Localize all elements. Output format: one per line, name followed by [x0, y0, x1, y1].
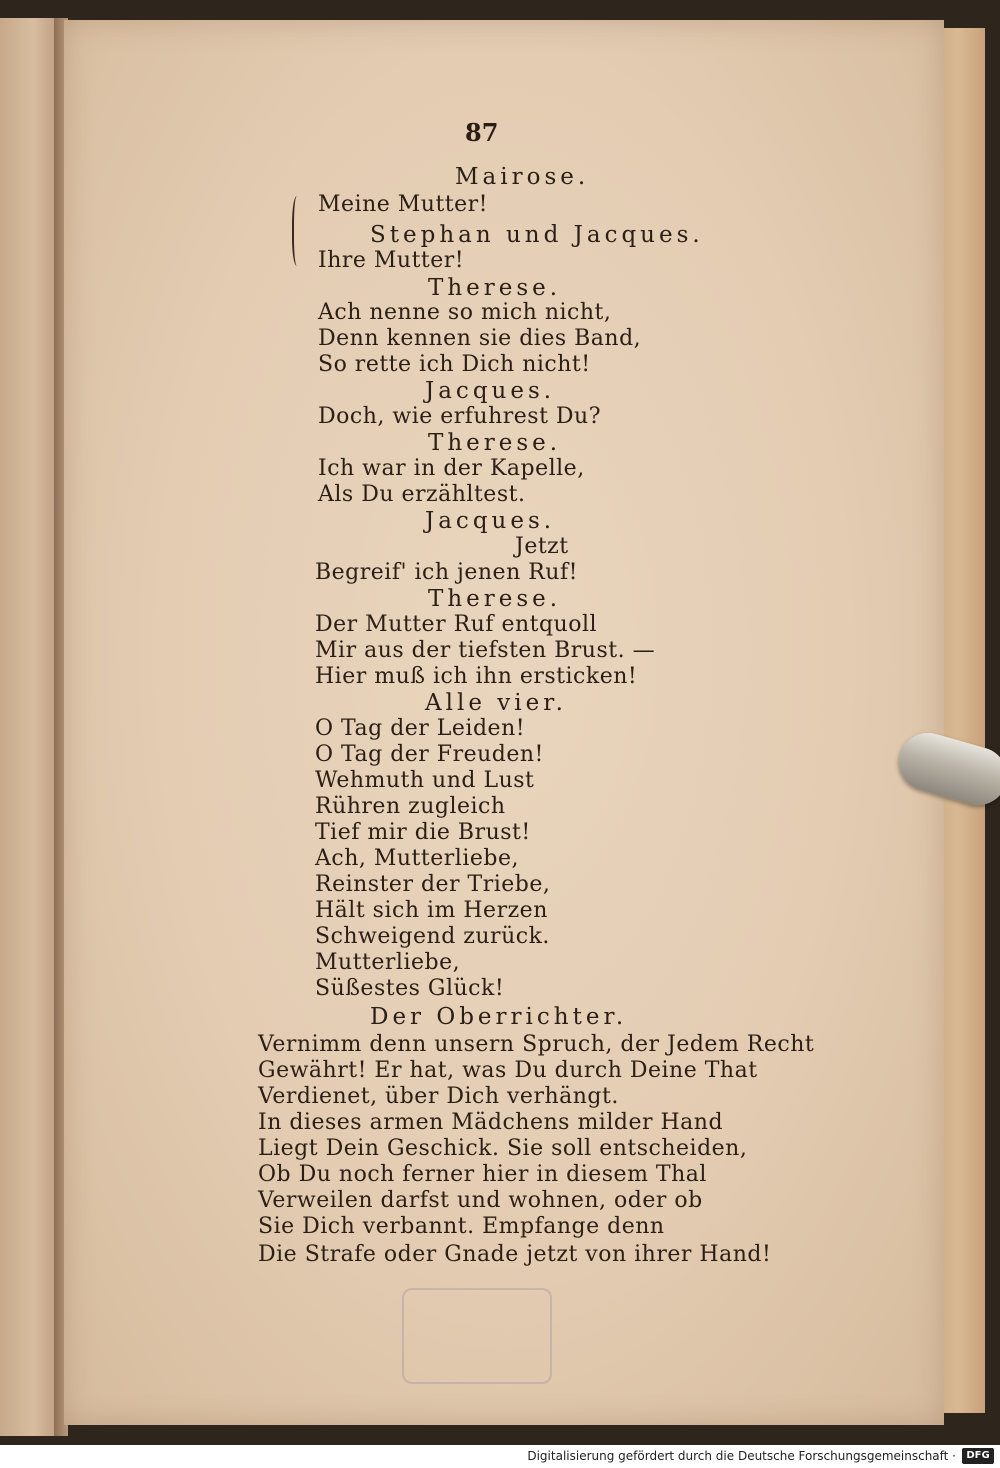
text-line: Ach nenne so mich nicht, [318, 300, 612, 325]
footer-credit: Digitalisierung gefördert durch die Deutsche Forschungsgemeinschaft · [527, 1449, 956, 1463]
text-line: Der Mutter Ruf entquoll [315, 612, 598, 637]
text-line: Schweigend zurück. [315, 924, 550, 949]
text-line: Therese. [428, 430, 562, 456]
page-number: 87 [465, 118, 499, 147]
text-line: Tief mir die Brust! [315, 820, 531, 845]
text-line: Rühren zugleich [315, 794, 506, 819]
text-line: Ach, Mutterliebe, [315, 846, 519, 871]
text-line: Stephan und Jacques. [370, 222, 704, 248]
text-line: Jacques. [425, 508, 556, 534]
text-line: O Tag der Freuden! [315, 742, 544, 767]
left-page-edge [0, 18, 56, 1436]
text-line: Meine Mutter! [318, 192, 489, 217]
text-line: Der Oberrichter. [370, 1004, 628, 1030]
footer-bar [0, 1445, 1000, 1468]
text-line: Therese. [428, 586, 562, 612]
text-line: Hält sich im Herzen [315, 898, 548, 923]
text-line: Liegt Dein Geschick. Sie soll entscheiden, [258, 1136, 748, 1161]
text-line: In dieses armen Mädchens milder Hand [258, 1110, 724, 1135]
text-line: Ob Du noch ferner hier in diesem Thal [258, 1162, 707, 1187]
text-line: Jacques. [425, 378, 556, 404]
text-line: Therese. [428, 275, 562, 301]
text-line: Verweilen darfst und wohnen, oder ob [258, 1188, 703, 1213]
speaker-brace [292, 196, 304, 266]
dfg-logo-icon: DFG [962, 1448, 994, 1464]
text-line: Mir aus der tiefsten Brust. — [315, 638, 656, 663]
text-line: Mutterliebe, [315, 950, 461, 975]
text-line: Denn kennen sie dies Band, [318, 326, 642, 351]
text-line: Die Strafe oder Gnade jetzt von ihrer Hand! [258, 1242, 772, 1267]
text-line: Wehmuth und Lust [315, 768, 535, 793]
library-stamp [402, 1288, 552, 1384]
text-line: Hier muß ich ihn ersticken! [315, 664, 638, 689]
text-line: Mairose. [455, 164, 590, 190]
text-line: Doch, wie erfuhrest Du? [318, 404, 602, 429]
text-line: Sie Dich verbannt. Empfange denn [258, 1214, 665, 1239]
text-line: Süßestes Glück! [315, 976, 505, 1001]
text-line: Als Du erzähltest. [318, 482, 526, 507]
text-line: O Tag der Leiden! [315, 716, 526, 741]
text-line: Begreif' ich jenen Ruf! [315, 560, 578, 585]
text-line: Reinster der Triebe, [315, 872, 551, 897]
text-line: Gewährt! Er hat, was Du durch Deine That [258, 1058, 758, 1083]
text-line: So rette ich Dich nicht! [318, 352, 591, 377]
text-line: Vernimm denn unsern Spruch, der Jedem Recht [258, 1032, 815, 1057]
text-line: Ihre Mutter! [318, 248, 465, 273]
text-line: Verdienet, über Dich verhängt. [258, 1084, 619, 1109]
text-line: Ich war in der Kapelle, [318, 456, 585, 481]
text-line: Jetzt [515, 534, 569, 559]
text-line: Alle vier. [425, 690, 567, 716]
